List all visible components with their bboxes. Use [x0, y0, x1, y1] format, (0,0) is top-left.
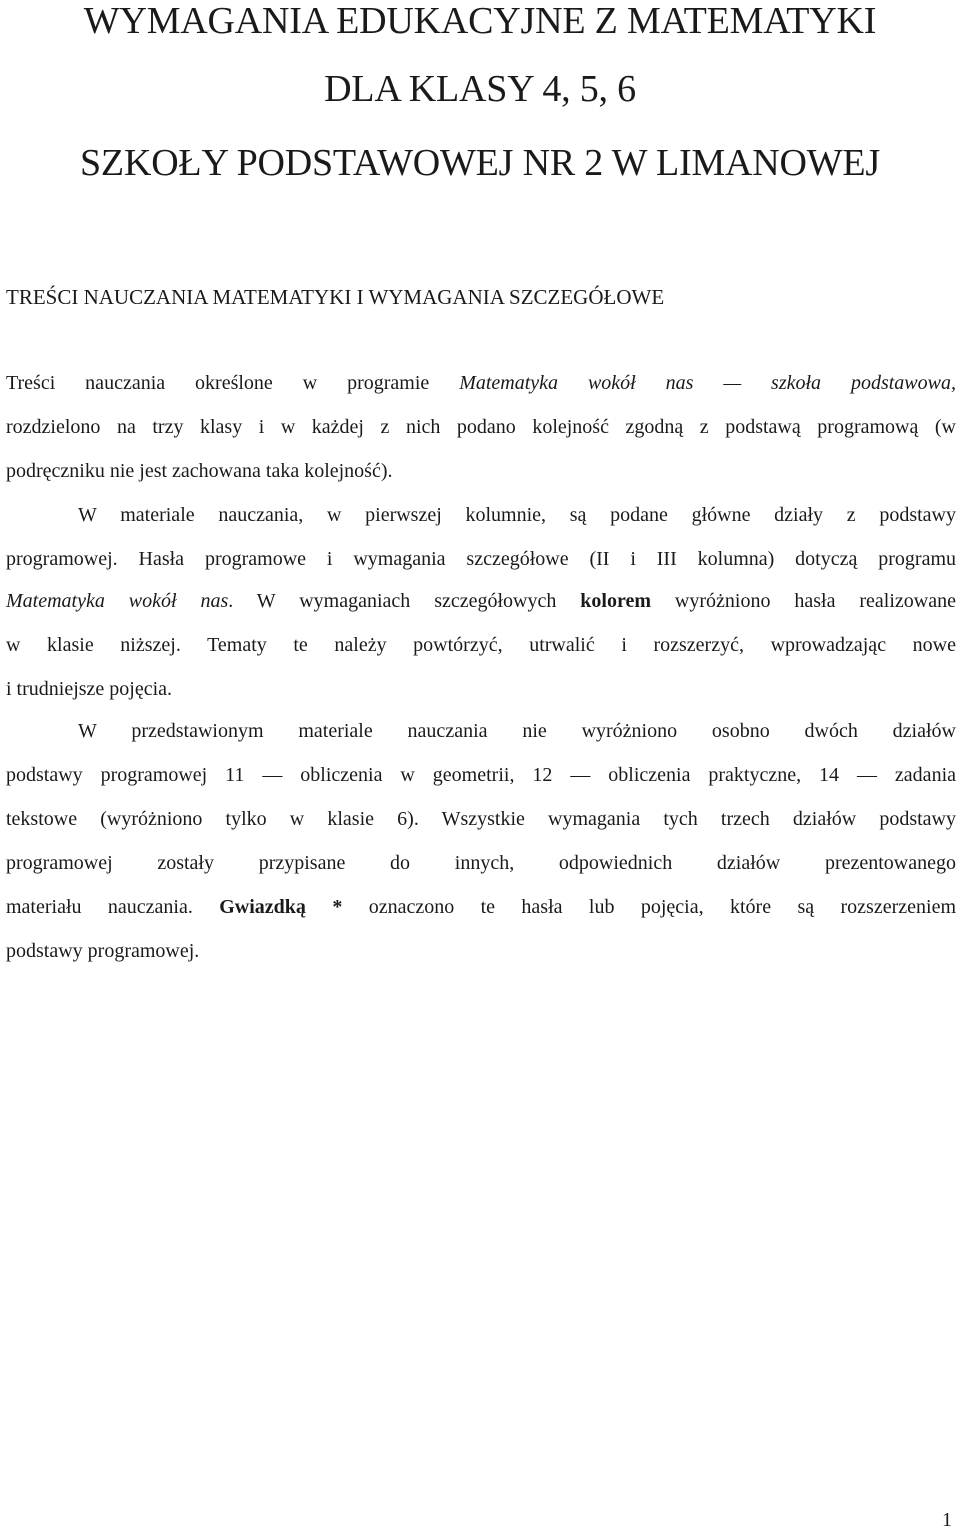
- document-title-line-3: SZKOŁY PODSTAWOWEJ NR 2 W LIMANOWEJ: [80, 142, 880, 184]
- paragraph-3-text: materiału nauczania.: [6, 896, 220, 918]
- paragraph-1-line-1: [6, 370, 956, 396]
- paragraph-1-line-2: rozdzielono na trzy klasy i w każdej z nich podano kolejność zgodną z podstawą programową (w: [6, 416, 956, 438]
- paragraph-3-line-5: [6, 894, 956, 920]
- paragraph-3-line-3: tekstowe (wyróżniono tylko w klasie 6). Wszystkie wymagania tych trzech działów podstawy: [6, 808, 956, 830]
- paragraph-1-text: Treści nauczania określone w programie: [6, 372, 460, 394]
- paragraph-3-line-4: programowej zostały przypisane do innych, odpowiednich działów prezentowanego: [6, 852, 956, 874]
- document-title-line-2: DLA KLASY 4, 5, 6: [324, 68, 636, 110]
- program-title-italic: Matematyka wokół nas: [6, 590, 229, 612]
- emphasis-bold: Gwiazdką *: [219, 896, 343, 918]
- paragraph-3-text: oznaczono te hasła lub pojęcia, które są rozszerzeniem: [342, 896, 956, 918]
- emphasis-bold: kolorem: [580, 590, 652, 612]
- page-number: 1: [942, 1509, 952, 1531]
- paragraph-2-line-2: programowej. Hasła programowe i wymagania szczegółowe (II i III kolumna) dotyczą programu: [6, 548, 956, 570]
- paragraph-2-text: wyróżniono hasła realizowane: [651, 590, 956, 612]
- paragraph-2-line-4: w klasie niższej. Tematy te należy powtórzyć, utrwalić i rozszerzyć, wprowadzając nowe: [6, 634, 956, 656]
- paragraph-2-line-5: i trudniejsze pojęcia.: [6, 678, 173, 700]
- paragraph-3-line-2: podstawy programowej 11 — obliczenia w geometrii, 12 — obliczenia praktyczne, 14 — zadania: [6, 764, 956, 786]
- paragraph-2-text: . W wymaganiach szczegółowych: [228, 590, 581, 612]
- paragraph-3-line-1: W przedstawionym materiale nauczania nie wyróżniono osobno dwóch działów: [78, 720, 956, 742]
- paragraph-2-line-3: [6, 588, 956, 614]
- paragraph-3-line-6: podstawy programowej.: [6, 940, 200, 962]
- paragraph-2-line-1: W materiale nauczania, w pierwszej kolumnie, są podane główne działy z podstawy: [78, 504, 956, 526]
- document-title-line-1: WYMAGANIA EDUKACYJNE Z MATEMATYKI: [83, 0, 877, 42]
- paragraph-1-line-3: podręczniku nie jest zachowana taka kolejność).: [6, 460, 393, 482]
- section-heading: TREŚCI NAUCZANIA MATEMATYKI I WYMAGANIA SZCZEGÓŁOWE: [6, 285, 665, 309]
- program-title-italic: Matematyka wokół nas — szkoła podstawowa,: [459, 372, 956, 394]
